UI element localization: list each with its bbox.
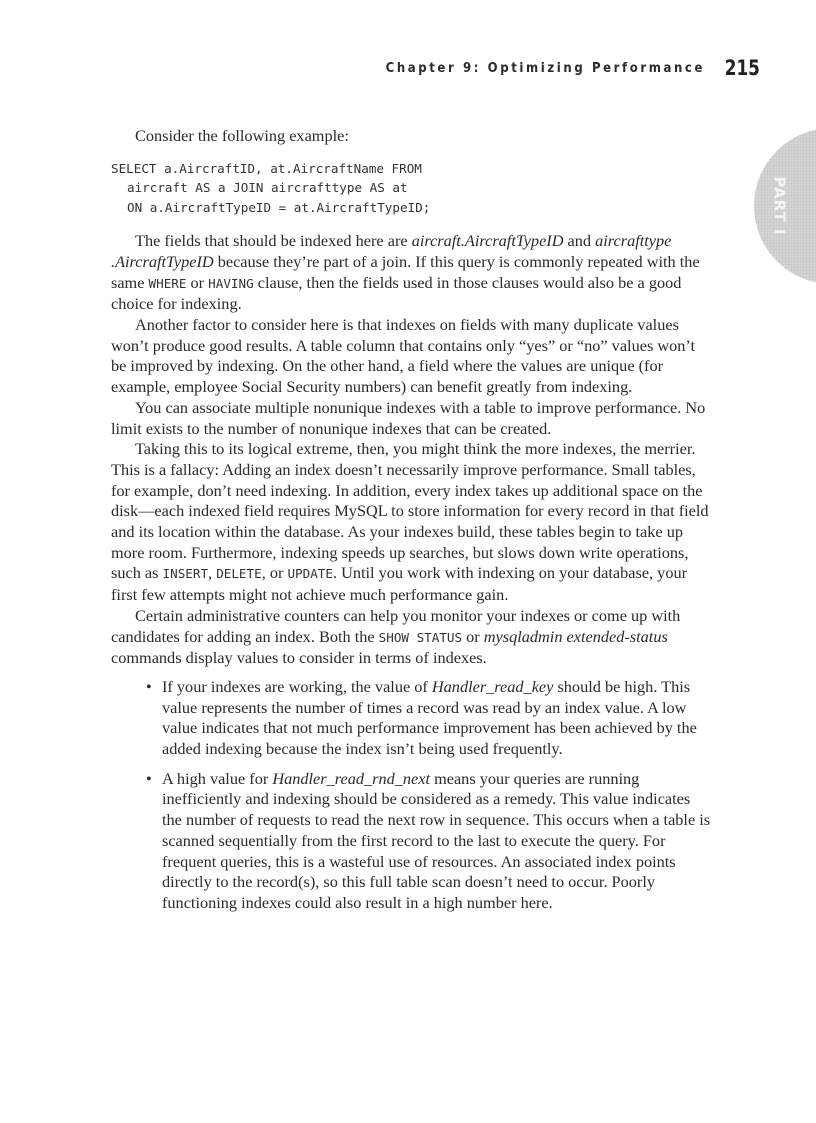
list-item: • A high value for Handler_read_rnd_next means your queries are running inefficiently and indexing should be considered as a remedy. This value indicates the number of requests to read the next row in sequence. This occurs when a table is scanned sequentially from the first record to the last to execute the query. For frequent queries, this is a wasteful use of resources. An associated index points directly to the record(s), so this full table scan doesn’t need to occur. Poorly functioning indexes could also result in a high number here. bbox=[146, 768, 711, 912]
bullet-list bbox=[111, 677, 711, 914]
code-line: aircraft AS a JOIN aircrafttype AS at bbox=[127, 180, 408, 196]
bullet-icon: • bbox=[146, 768, 152, 788]
paragraph-counters: Certain administrative counters can help you monitor your indexes or come up with candidates for adding an index. Both the SHOW STATUS or mysqladmin extended-status commands display values to consider in terms of indexes. bbox=[111, 605, 681, 668]
field-reference: aircrafttype .AircraftTypeID bbox=[111, 231, 672, 271]
page-body bbox=[111, 126, 711, 923]
intro-paragraph: Consider the following example: bbox=[135, 126, 349, 145]
command-reference: mysqladmin extended-status bbox=[483, 626, 668, 646]
inline-code: WHERE bbox=[148, 275, 187, 291]
inline-code: INSERT bbox=[162, 566, 209, 582]
code-line: ON a.AircraftTypeID = at.AircraftTypeID; bbox=[127, 199, 431, 215]
paragraph-nonunique: You can associate multiple nonunique indexes with a table to improve performance. No limit exists to the number of nonunique indexes that can be created. bbox=[111, 397, 706, 438]
code-line: SELECT a.AircraftID, at.AircraftName FROM bbox=[111, 160, 422, 176]
part-label bbox=[765, 166, 795, 246]
page-header bbox=[300, 58, 760, 88]
inline-code: DELETE bbox=[216, 566, 262, 582]
list-item: • If your indexes are working, the value of Handler_read_key should be high. This value represents the number of times a record was read by an index value. A low value indicates that not much performance improvement has been achieved by the added indexing because the index isn’t being used frequently. bbox=[146, 676, 697, 759]
field-reference: aircraft.AircraftTypeID bbox=[411, 231, 564, 251]
variable-reference: Handler_read_key bbox=[431, 676, 554, 696]
page-number: 215 bbox=[724, 56, 760, 80]
variable-reference: Handler_read_rnd_next bbox=[272, 768, 430, 788]
bullet-icon: • bbox=[146, 676, 152, 696]
part-label-text: PART I bbox=[771, 176, 790, 236]
inline-code: HAVING bbox=[208, 275, 254, 291]
paragraph-duplicates: Another factor to consider here is that indexes on fields with many duplicate values won’t produce good results. A table column that contains only “yes” or “no” values won’t be improved by indexing. On the other hand, a field where the values are unique (for example, employee Social Security numbers) can benefit greatly from indexing. bbox=[111, 315, 696, 397]
running-head: Chapter 9: Optimizing Performance bbox=[385, 61, 705, 76]
paragraph-extreme: Taking this to its logical extreme, then, you might think the more indexes, the merrier. This is a fallacy: Adding an index doesn’t necessarily improve performance. Small tables, for example, don’t need indexing. In addition, every index takes up additional space on the disk—each indexed field requires MySQL to store information for every record in that field and its location within the database. As your indexes build, these tables begin to take up more room. Furthermore, indexing speeds up searches, but slows down write operations, such as INSERT, DELETE, or UPDATE. Until you work with indexing on your database, your first few attempts might not achieve much performance gain. bbox=[111, 439, 709, 605]
inline-code: SHOW STATUS bbox=[378, 629, 463, 645]
part-tab bbox=[754, 128, 816, 284]
inline-code: UPDATE bbox=[287, 566, 333, 582]
paragraph-join-fields: The fields that should be indexed here are aircraft.AircraftTypeID and aircrafttype .AircraftTypeID because they’re part of a join. If this query is commonly repeated with the same WHERE or HAVING clause, then the fields used in those clauses would also be a good choice for indexing. bbox=[111, 231, 700, 314]
code-block bbox=[111, 159, 711, 218]
